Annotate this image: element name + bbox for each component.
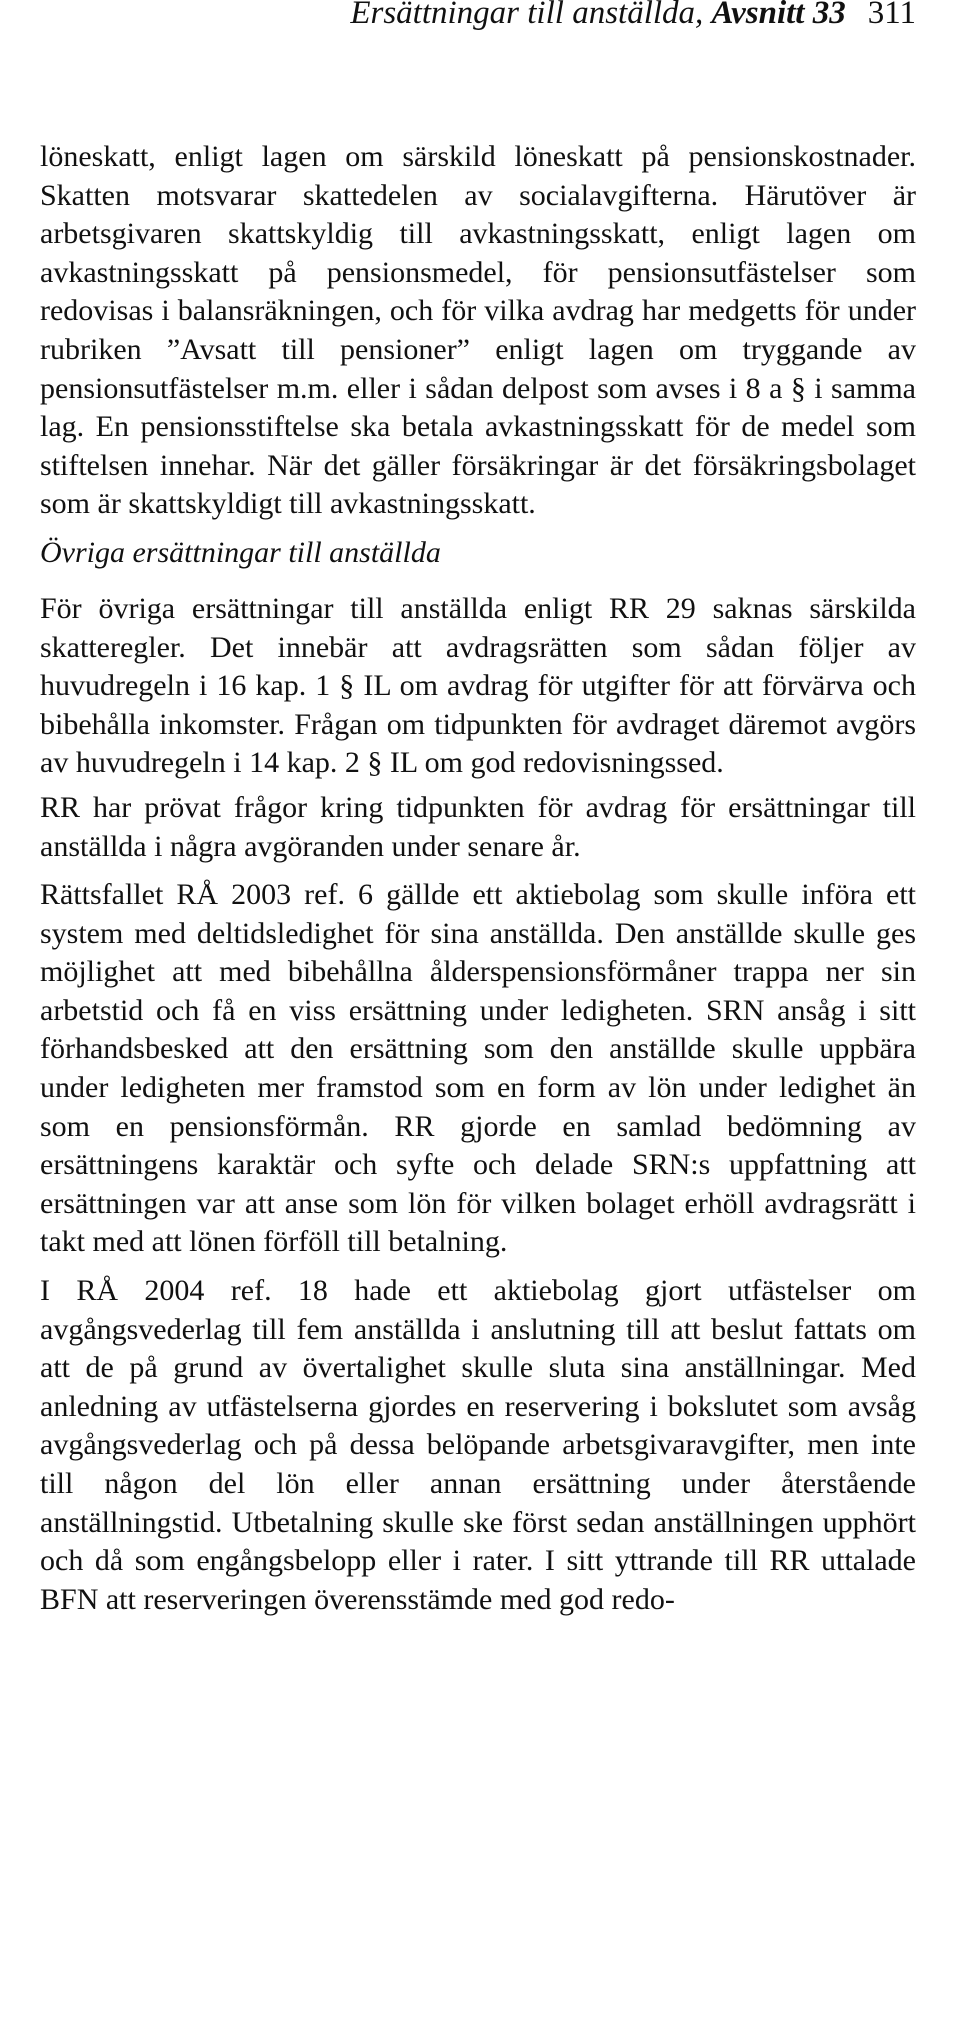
- page-number: 311: [867, 0, 916, 31]
- paragraph-ra-2003: Rättsfallet RÅ 2003 ref. 6 gällde ett aktiebolag som skulle införa ett system med deltidsledighet för sina anställda. Den anställde skulle ges möjlighet att med bibehållna ålderspensionsförmåner trappa ner sin arbetstid och få en viss ersättning under ledigheten. SRN ansåg i sitt förhandsbesked att den ersättning som den anställde skulle uppbära under ledigheten mer framstod som en form av lön under ledighet än som en pensionsförmån. RR gjorde en samlad bedömning av ersättningens karaktär och syfte och delade SRN:s uppfattning att ersättningen var att anse som lön för vilken bolaget erhöll avdragsrätt i takt med att lönen förföll till betalning.: [40, 878, 916, 1259]
- running-header: [40, 0, 916, 58]
- document-page: [40, 0, 916, 1629]
- header-title: [350, 0, 845, 32]
- header-section: Avsnitt 33: [711, 0, 846, 31]
- body-text: [40, 138, 916, 1619]
- paragraph-ra-2004: I RÅ 2004 ref. 18 hade ett aktiebolag gjort utfästelser om avgångsvederlag till fem anställda i anslutning till att beslut fattats om att de på grund av övertalighet skulle sluta sina anställningar. Med anledning av utfästelserna gjordes en reservering i bokslutet som avsåg avgångsvederlag och på dessa belöpande arbetsgivaravgifter, men inte till någon del lön eller annan ersättning under återstående anställningstid. Utbetalning skulle ske först sedan anställningen upphört och då som engångsbelopp eller i rater. I sitt yttrande till RR uttalade BFN att reserveringen överensstämde med god redo-: [40, 1274, 916, 1616]
- paragraph-rr-provat: RR har prövat frågor kring tidpunkten för avdrag för ersättningar till anställda i några avgöranden under senare år.: [40, 790, 916, 863]
- paragraph-avkastningsskatt: löneskatt, enligt lagen om särskild löneskatt på pensionskostnader. Skatten motsvarar skattedelen av socialavgifterna. Härutöver är arbetsgivaren skattskyldig till avkastningsskatt, enligt lagen om avkastningsskatt på pensionsmedel, för pensionsutfästelser som redovisas i balansräkningen, och för vilka avdrag har medgetts för under rubriken ”Avsatt till pensioner” enligt lagen om tryggande av pensionsutfästelser m.m. eller i sådan delpost som avses i 8 a § i samma lag. En pensionsstiftelse ska betala avkastningsskatt för de medel som stiftelsen innehar. När det gäller försäkringar är det försäkringsbolaget som är skattskyldigt till avkastningsskatt.: [40, 140, 916, 521]
- section-heading: Övriga ersättningar till anställda: [40, 535, 441, 569]
- paragraph-ovriga-ersattningar: För övriga ersättningar till anställda enligt RR 29 saknas särskilda skatteregler. Det innebär att avdragsrätten som sådan följer av huvudregeln i 16 kap. 1 § IL om avdrag för utgifter för att förvärva och bibehålla inkomster. Frågan om tidpunkten för avdraget däremot avgörs av huvudregeln i 14 kap. 2 § IL om god redovisningssed.: [40, 591, 916, 780]
- header-title-text: Ersättningar till anställda,: [350, 0, 712, 31]
